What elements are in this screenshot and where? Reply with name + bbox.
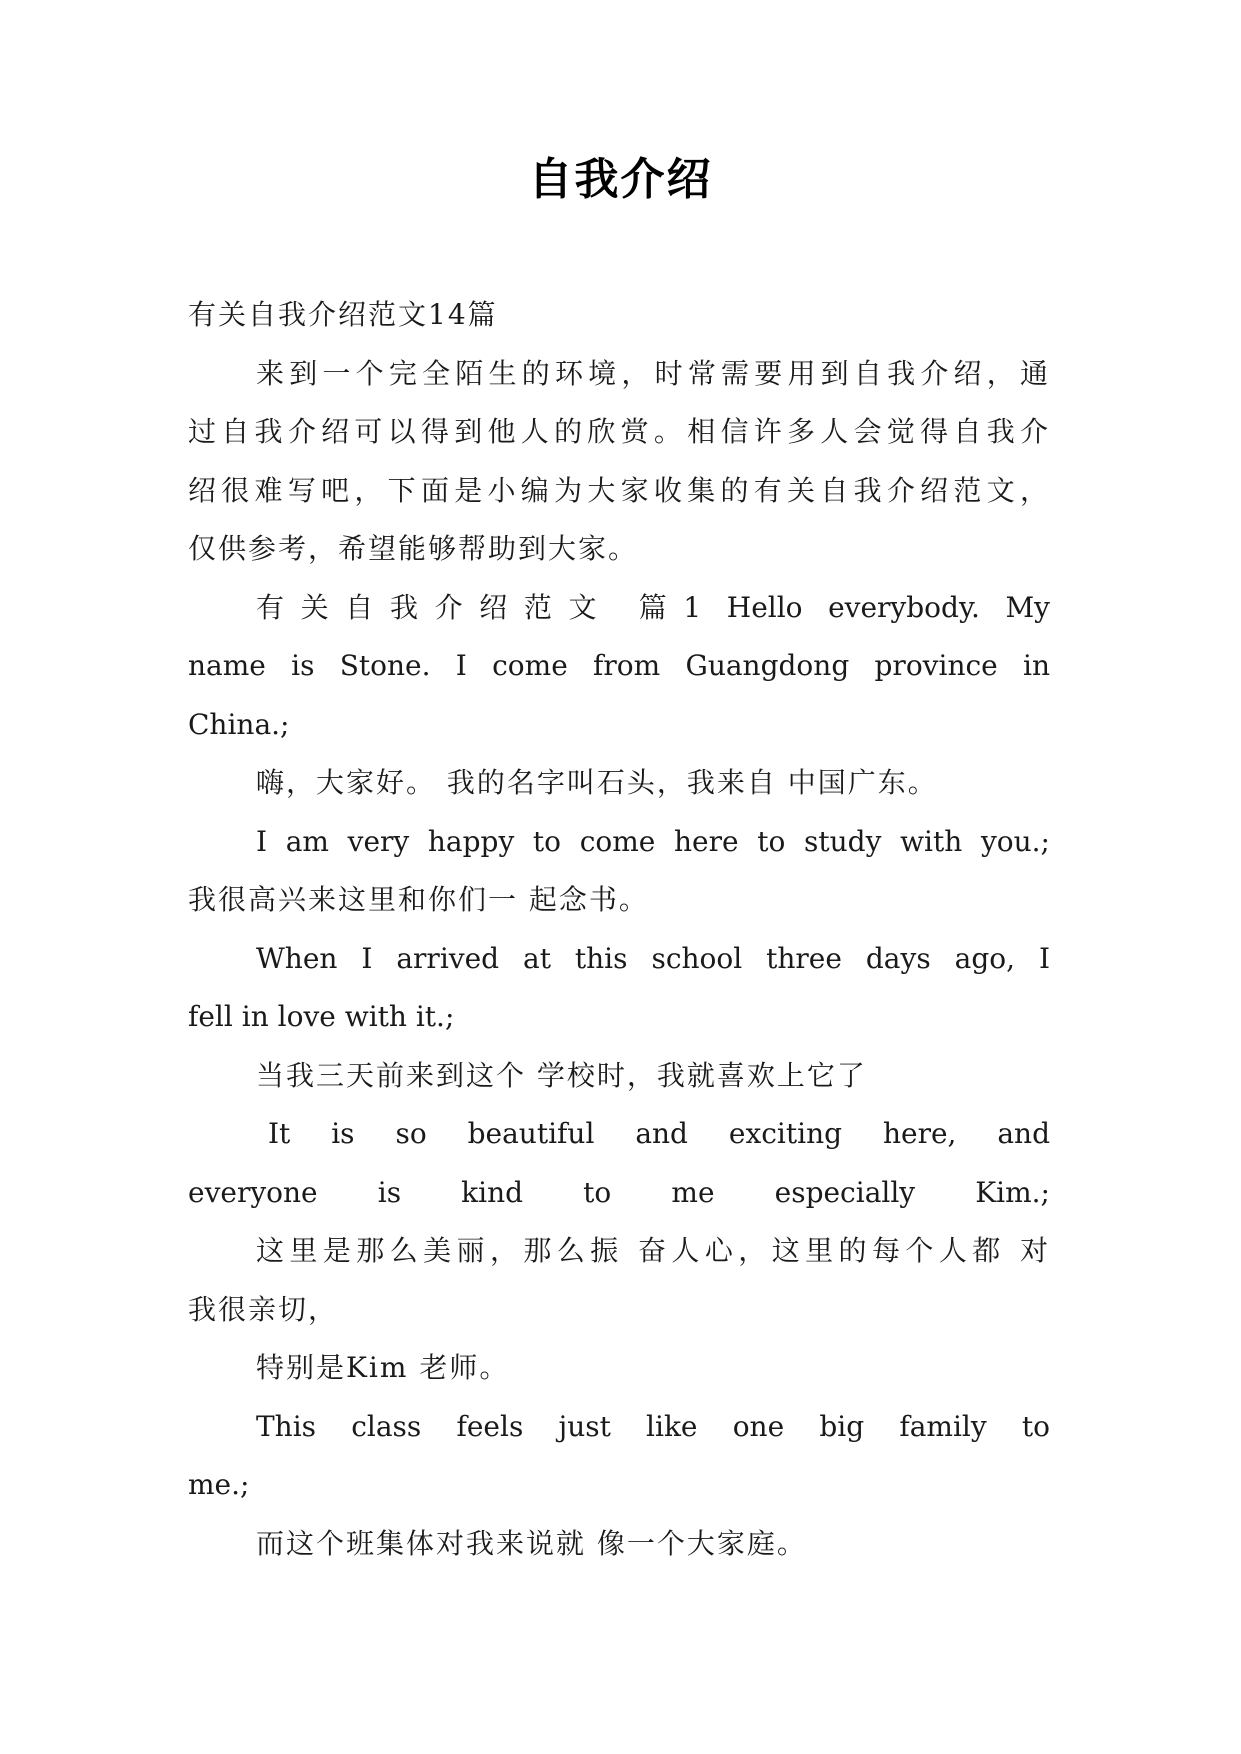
text-line: 绍很难写吧，下面是小编为大家收集的有关自我介绍范文， [188, 473, 1050, 507]
text-line: 有关自我介绍范文14篇 [188, 298, 498, 331]
text-line: 我很高兴来这里和你们一 起念书。 [188, 883, 649, 916]
document-title: 自我介绍 [528, 154, 713, 205]
text-line: When I arrived at this school three days ago, I [256, 941, 1050, 975]
text-line: I am very happy to come here to study with you.; [256, 824, 1050, 858]
text-line: 来到一个完全陌生的环境，时常需要用到自我介绍，通 [256, 356, 1050, 390]
text-line: 而这个班集体对我来说就 像一个大家庭。 [256, 1526, 807, 1560]
text-line: This class feels just like one big family to [256, 1409, 1050, 1443]
text-line: 仅供参考，希望能够帮助到大家。 [188, 532, 639, 565]
text-line: me.; [188, 1468, 250, 1501]
text-line: 特别是Kim 老师。 [256, 1351, 510, 1384]
text-line: 我很亲切， [188, 1292, 339, 1326]
text-line: everyone is kind to me especially Kim.; [188, 1175, 1050, 1209]
text-line: 这里是那么美丽，那么振 奋人心，这里的每个人都 对 [256, 1234, 1050, 1267]
text-line: It is so beautiful and exciting here, and [268, 1117, 1050, 1150]
text-line: 有关自我介绍范文 篇1 Hello everybody. My [256, 590, 1050, 624]
text-line: China.; [188, 707, 290, 741]
text-line: 过自我介绍可以得到他人的欣赏。相信许多人会觉得自我介 [188, 415, 1050, 448]
text-line: fell in love with it.; [188, 1000, 455, 1033]
text-line: 当我三天前来到这个 学校时，我就喜欢上它了 [256, 1058, 867, 1092]
text-line: 嗨，大家好。 我的名字叫石头，我来自 中国广东。 [256, 766, 938, 799]
text-line: name is Stone. I come from Guangdong province in [188, 649, 1050, 682]
document-body [188, 286, 1050, 1573]
